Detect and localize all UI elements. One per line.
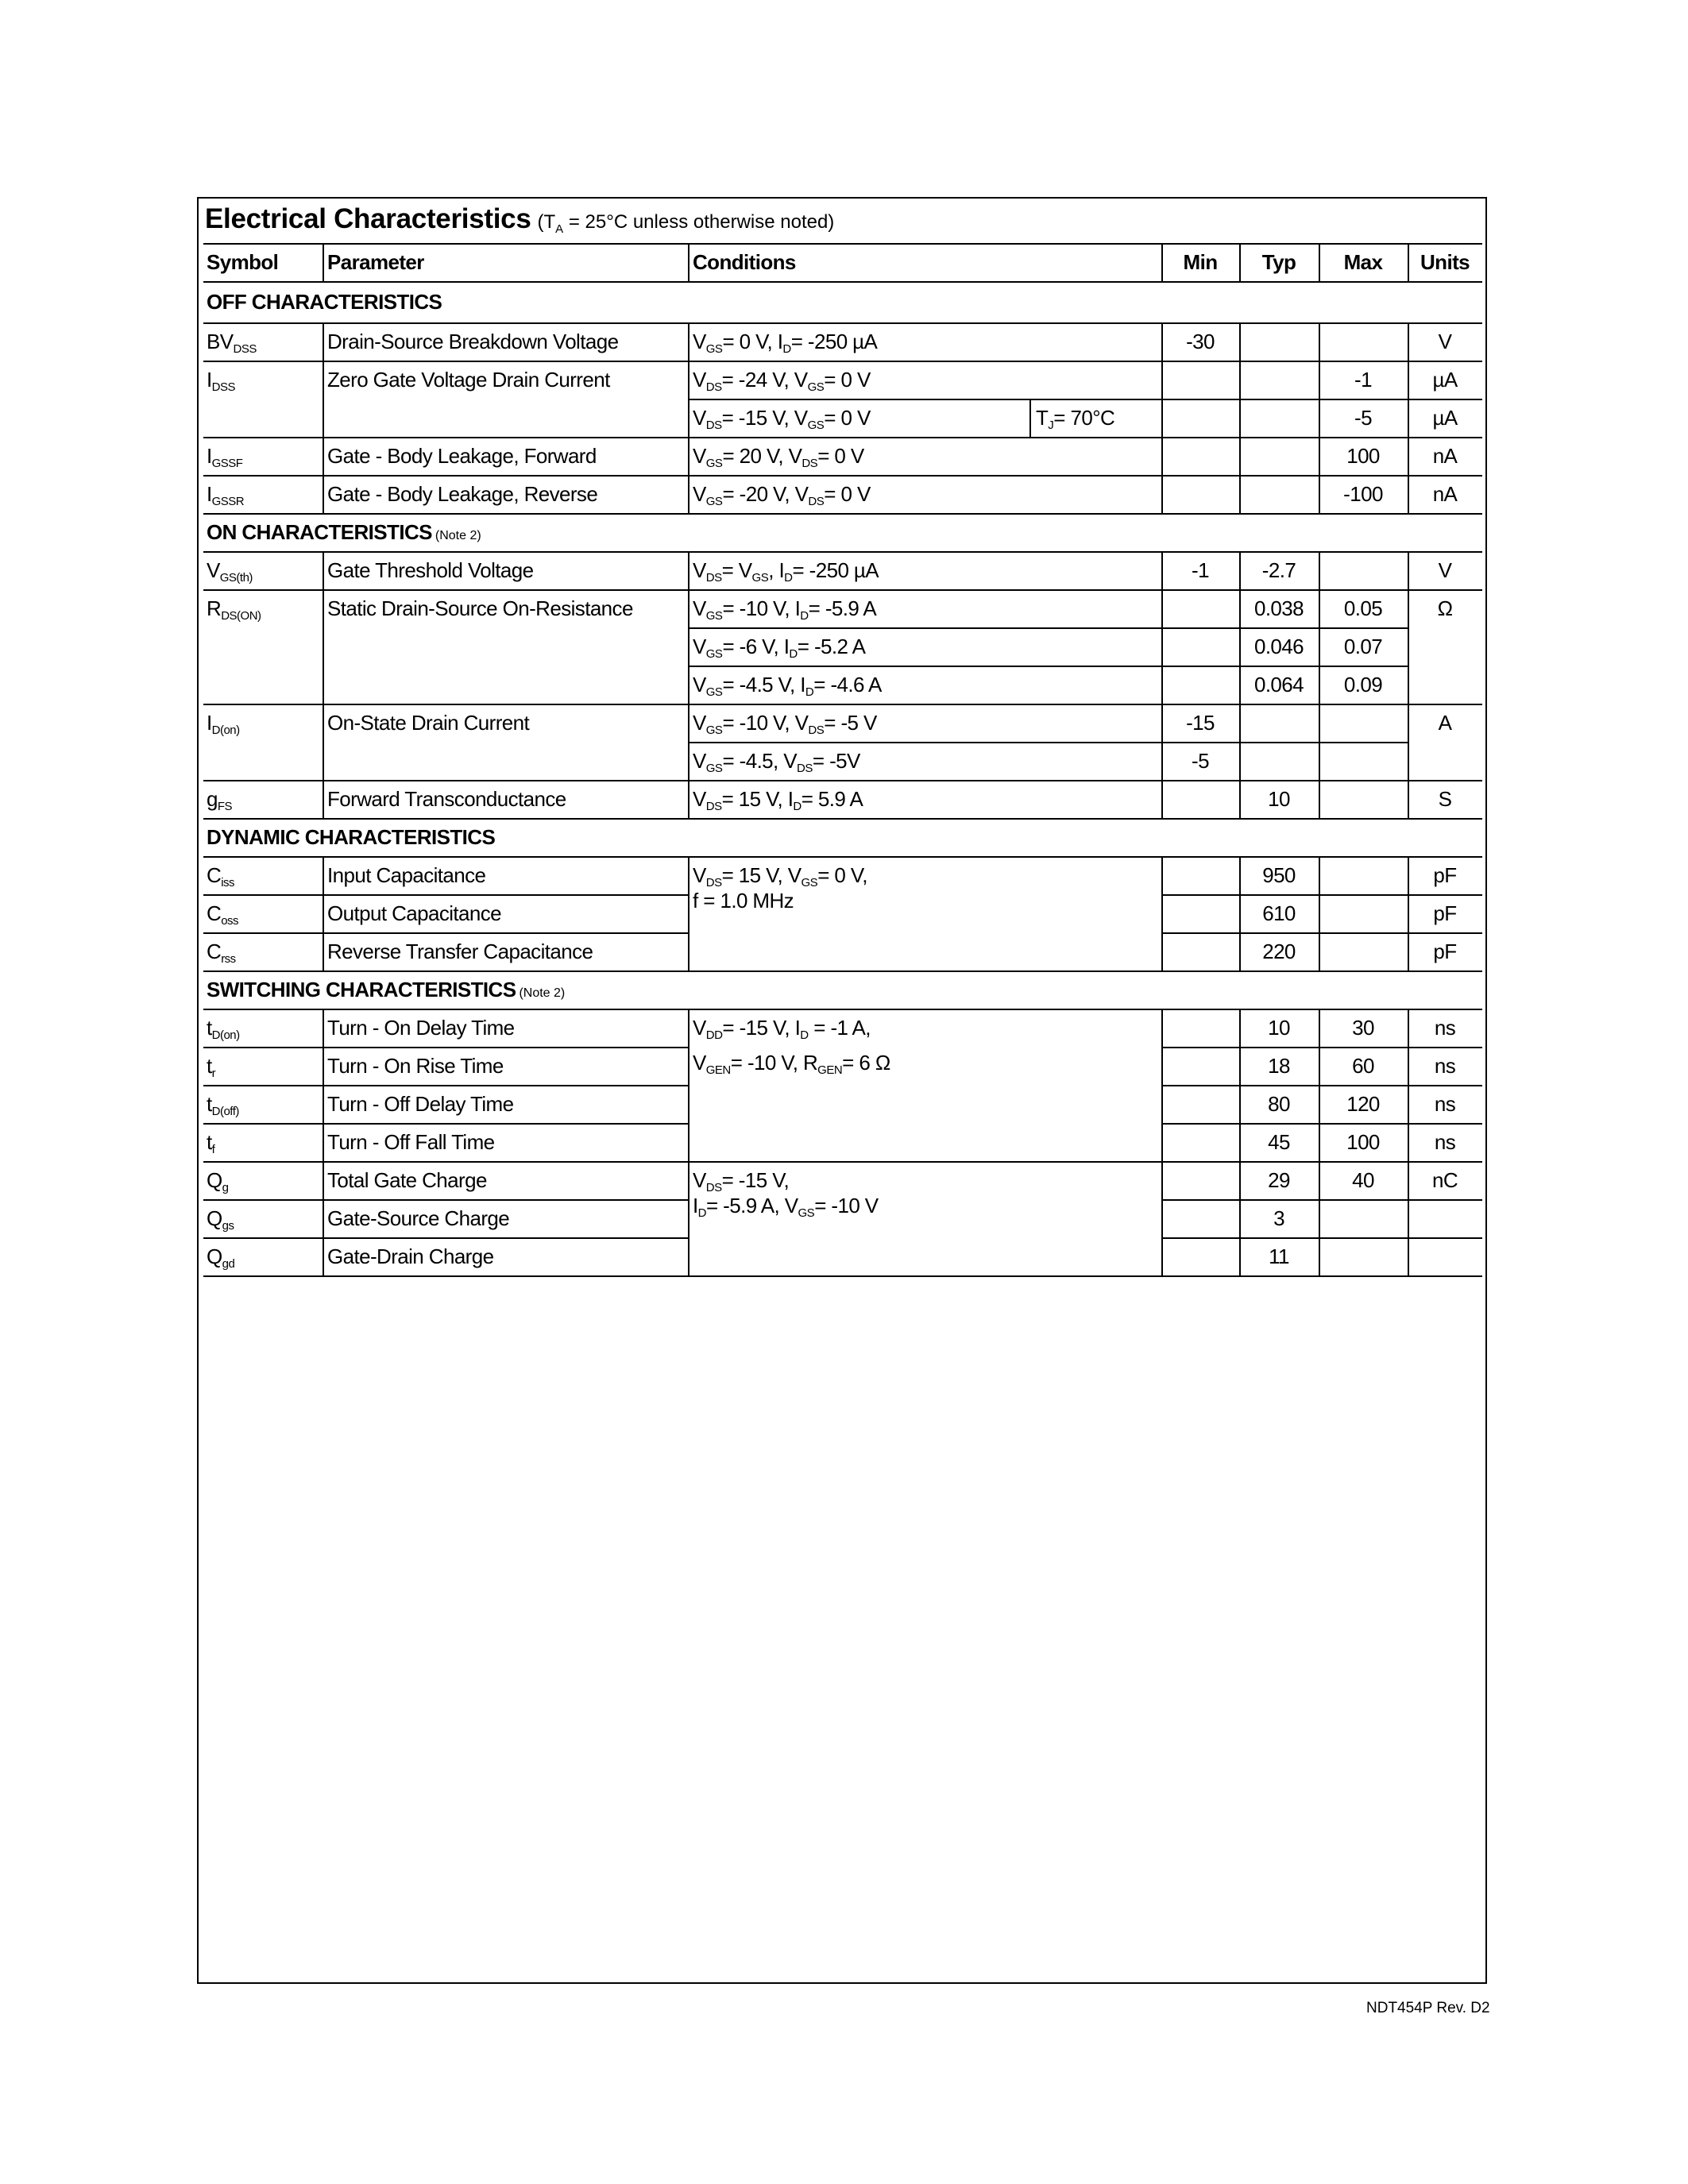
units-qg: nC xyxy=(1431,1168,1458,1192)
condition-igssf: $V_{GS}= 20$ V, $V_{DS}= 0$ V xyxy=(693,444,864,470)
table-column-rule xyxy=(1319,551,1320,818)
units-idss2: µA xyxy=(1432,406,1458,430)
table-rule xyxy=(203,1199,688,1201)
typ-vgsth: -2.7 xyxy=(1261,558,1296,582)
condition-frequency: f = 1.0 MHz xyxy=(693,889,794,913)
units-gfs: S xyxy=(1438,787,1452,811)
title-note: ($T_A = 25^\circ C$ unless otherwise noted) xyxy=(537,211,835,236)
table-rule xyxy=(688,627,1408,629)
typ-qg: 29 xyxy=(1268,1168,1290,1192)
min-idon2: -5 xyxy=(1192,749,1209,773)
condition-rds2: $V_{GS}= -6$ V, $I_D= -5.2$ A xyxy=(693,635,866,661)
symbol-tdoff: $t_{D(off)}$ xyxy=(207,1092,239,1118)
table-column-rule xyxy=(1408,551,1409,818)
table-title xyxy=(205,203,834,243)
table-column-rule xyxy=(323,322,324,513)
condition-igssr: $V_{GS}= -20$ V, $V_{DS}= 0$ V xyxy=(693,482,871,508)
typ-qgd: 11 xyxy=(1269,1244,1289,1268)
table-rule xyxy=(203,243,1482,245)
table-rule xyxy=(203,1009,1482,1010)
table-rule xyxy=(203,894,688,896)
typ-ciss: 950 xyxy=(1262,863,1296,887)
table-rule xyxy=(203,1275,1482,1277)
parameter-tr: Turn - On Rise Time xyxy=(327,1054,504,1078)
table-column-rule xyxy=(1319,856,1320,970)
title-main: Electrical Characteristics xyxy=(205,203,531,234)
table-rule xyxy=(203,281,1482,283)
table-rule xyxy=(688,742,1408,743)
typ-tdoff: 80 xyxy=(1268,1092,1290,1116)
table-column-rule xyxy=(323,856,324,970)
table-rule xyxy=(203,1047,688,1048)
table-column-rule xyxy=(1161,856,1163,970)
condition-charge-id: $I_D= -5.9$ A, $V_{GS}= -10$ V xyxy=(693,1194,879,1220)
table-column-rule xyxy=(323,551,324,818)
table-column-rule xyxy=(1161,1009,1163,1275)
table-rule xyxy=(203,818,1482,820)
table-column-rule xyxy=(688,1009,689,1275)
table-column-rule xyxy=(1161,322,1163,513)
units-idon1: A xyxy=(1438,711,1452,735)
parameter-igssf: Gate - Body Leakage, Forward xyxy=(327,444,597,468)
table-rule xyxy=(1161,1199,1482,1201)
parameter-bvdss: Drain-Source Breakdown Voltage xyxy=(327,330,619,353)
parameter-coss: Output Capacitance xyxy=(327,901,502,925)
max-tdoff: 120 xyxy=(1346,1092,1380,1116)
condition-rds3: $V_{GS}= -4.5$ V, $I_D= -4.6$ A xyxy=(693,673,882,699)
typ-tdon: 10 xyxy=(1268,1016,1290,1040)
symbol-tr: $t_r$ xyxy=(207,1054,216,1080)
parameter-tdon: Turn - On Delay Time xyxy=(327,1016,515,1040)
table-rule xyxy=(203,551,1482,553)
units-vgsth: V xyxy=(1438,558,1452,582)
symbol-igssf: $I_{GSSF}$ xyxy=(207,444,243,470)
condition-gfs: $V_{DS}= 15$ V, $I_D= 5.9$ A xyxy=(693,787,863,813)
table-column-rule xyxy=(1161,551,1163,818)
units-rds1: Ω xyxy=(1437,596,1453,620)
symbol-vgsth: $V_{GS(th)}$ xyxy=(207,558,253,585)
max-rds3: 0.09 xyxy=(1343,673,1383,696)
max-qg: 40 xyxy=(1352,1168,1374,1192)
typ-rds3: 0.064 xyxy=(1253,673,1304,696)
table-rule xyxy=(203,589,1482,591)
parameter-crss: Reverse Transfer Capacitance xyxy=(327,940,593,963)
symbol-qgd: $Q_{gd}$ xyxy=(207,1244,235,1271)
units-tf: ns xyxy=(1434,1130,1456,1154)
table-rule xyxy=(1161,1047,1482,1048)
symbol-ciss: $C_{iss}$ xyxy=(207,863,235,889)
min-idon1: -15 xyxy=(1186,711,1215,735)
table-rule xyxy=(1161,1237,1482,1239)
table-column-rule xyxy=(1319,322,1320,513)
parameter-tdoff: Turn - Off Delay Time xyxy=(327,1092,514,1116)
condition-idss2: $V_{DS}= -15$ V, $V_{GS}= 0$ V xyxy=(693,406,871,432)
symbol-tdon: $t_{D(on)}$ xyxy=(207,1016,240,1042)
max-igssr: -100 xyxy=(1343,482,1383,506)
table-rule xyxy=(1161,1085,1482,1086)
condition-idon1: $V_{GS}= -10$ V, $V_{DS}= -5$ V xyxy=(693,711,877,737)
table-rule xyxy=(203,361,1482,362)
symbol-qgs: $Q_{gs}$ xyxy=(207,1206,234,1233)
symbol-tf: $t_f$ xyxy=(207,1130,215,1156)
parameter-igssr: Gate - Body Leakage, Reverse xyxy=(327,482,598,506)
symbol-igssr: $I_{GSSR}$ xyxy=(207,482,245,508)
parameter-gfs: Forward Transconductance xyxy=(327,787,566,811)
footer-revision: NDT454P Rev. D2 xyxy=(1366,2000,1490,2016)
condition-switching-supply: $V_{DD}= -15$ V, $I_D = -1$ A, xyxy=(693,1016,871,1042)
units-bvdss: V xyxy=(1438,330,1452,353)
table-rule xyxy=(203,856,1482,858)
table-rule xyxy=(203,322,1482,324)
table-column-rule xyxy=(1319,1009,1320,1275)
units-coss: pF xyxy=(1433,901,1457,925)
table-rule xyxy=(203,780,1482,781)
parameter-rds1: Static Drain-Source On-Resistance xyxy=(327,596,633,620)
condition-switching-gen: $V_{GEN}= -10$ V, $R_{GEN}= 6$ Ω xyxy=(693,1051,890,1077)
table-column-rule xyxy=(1239,243,1241,281)
table-rule xyxy=(203,704,1482,705)
symbol-coss: $C_{oss}$ xyxy=(207,901,239,928)
max-tdon: 30 xyxy=(1352,1016,1374,1040)
table-column-rule xyxy=(1239,551,1241,818)
table-column-rule xyxy=(688,322,689,513)
units-ciss: pF xyxy=(1433,863,1457,887)
table-column-rule xyxy=(688,551,689,818)
typ-gfs: 10 xyxy=(1268,787,1290,811)
min-vgsth: -1 xyxy=(1192,558,1209,582)
typ-tf: 45 xyxy=(1268,1130,1290,1154)
table-column-rule xyxy=(1239,856,1241,970)
symbol-crss: $C_{rss}$ xyxy=(207,940,236,966)
condition-bvdss: $V_{GS}= 0$ V, $I_D= -250$ µA xyxy=(693,330,878,356)
column-header-units: Units xyxy=(1420,250,1470,274)
table-rule xyxy=(203,437,1482,438)
table-rule xyxy=(203,932,688,934)
units-igssf: nA xyxy=(1432,444,1458,468)
max-igssf: 100 xyxy=(1346,444,1380,468)
condition-idss1: $V_{DS}= -24$ V, $V_{GS}= 0$ V xyxy=(693,368,871,394)
max-rds1: 0.05 xyxy=(1343,596,1383,620)
symbol-idon1: $I_{D(on)}$ xyxy=(207,711,240,737)
table-column-rule xyxy=(1408,322,1409,513)
parameter-qgd: Gate-Drain Charge xyxy=(327,1244,494,1268)
condition-vgsth: $V_{DS}= V_{GS}$, $I_D= -250$ µA xyxy=(693,558,879,585)
units-tdon: ns xyxy=(1434,1016,1456,1040)
symbol-idss1: $I_{DSS}$ xyxy=(207,368,235,394)
table-column-rule xyxy=(1239,1009,1241,1275)
parameter-qg: Total Gate Charge xyxy=(327,1168,487,1192)
column-header-max: Max xyxy=(1343,250,1383,274)
section-header-switching: SWITCHING CHARACTERISTICS (Note 2) xyxy=(207,978,566,1001)
table-rule xyxy=(203,513,1482,515)
units-idss1: µA xyxy=(1432,368,1458,392)
condition-charge-vds: $V_{DS}= -15$ V, xyxy=(693,1168,790,1194)
symbol-qg: $Q_g$ xyxy=(207,1168,229,1194)
max-tr: 60 xyxy=(1352,1054,1374,1078)
section-header-off: OFF CHARACTERISTICS xyxy=(207,290,442,314)
typ-crss: 220 xyxy=(1262,940,1296,963)
column-header-min: Min xyxy=(1183,250,1218,274)
table-column-rule xyxy=(323,243,324,281)
parameter-ciss: Input Capacitance xyxy=(327,863,486,887)
section-header-dynamic: DYNAMIC CHARACTERISTICS xyxy=(207,825,496,849)
units-crss: pF xyxy=(1433,940,1457,963)
max-tf: 100 xyxy=(1346,1130,1380,1154)
units-igssr: nA xyxy=(1432,482,1458,506)
typ-qgs: 3 xyxy=(1273,1206,1284,1230)
parameter-idss1: Zero Gate Voltage Drain Current xyxy=(327,368,610,392)
table-column-rule xyxy=(1319,243,1320,281)
symbol-gfs: $g_{FS}$ xyxy=(207,787,233,813)
min-bvdss: -30 xyxy=(1186,330,1215,353)
column-header-symbol: Symbol xyxy=(207,250,279,274)
typ-rds2: 0.046 xyxy=(1253,635,1304,658)
condition-tj-idss2: $T_J= 70^\circ C$ xyxy=(1036,406,1115,432)
parameter-qgs: Gate-Source Charge xyxy=(327,1206,510,1230)
parameter-vgsth: Gate Threshold Voltage xyxy=(327,558,534,582)
table-rule xyxy=(203,1237,688,1239)
typ-tr: 18 xyxy=(1268,1054,1290,1078)
table-column-rule xyxy=(1408,243,1409,281)
typ-coss: 610 xyxy=(1262,901,1296,925)
column-header-parameter: Parameter xyxy=(327,250,424,274)
table-rule xyxy=(688,666,1408,667)
table-column-rule xyxy=(323,1009,324,1275)
parameter-idon1: On-State Drain Current xyxy=(327,711,530,735)
table-column-rule xyxy=(1161,243,1163,281)
table-rule xyxy=(203,1085,688,1086)
table-rule xyxy=(1161,932,1482,934)
condition-idon2: $V_{GS}= -4.5$, $V_{DS}= -5V$ xyxy=(693,749,860,775)
column-header-typ: Typ xyxy=(1261,250,1296,274)
condition-capacitance: $V_{DS}= 15$ V, $V_{GS}= 0$ V, xyxy=(693,863,867,889)
table-column-rule xyxy=(1029,399,1031,437)
table-column-rule xyxy=(688,856,689,970)
column-header-conditions: Conditions xyxy=(693,250,796,274)
symbol-bvdss: $BV_{DSS}$ xyxy=(207,330,257,356)
table-rule xyxy=(203,970,1482,972)
max-idss2: -5 xyxy=(1354,406,1372,430)
characteristics-table xyxy=(203,243,1482,1334)
table-rule xyxy=(203,1161,1482,1163)
parameter-tf: Turn - Off Fall Time xyxy=(327,1130,495,1154)
max-idss1: -1 xyxy=(1354,368,1372,392)
table-rule xyxy=(203,475,1482,477)
max-rds2: 0.07 xyxy=(1343,635,1383,658)
table-rule xyxy=(1161,894,1482,896)
datasheet-frame xyxy=(197,197,1487,1984)
table-rule xyxy=(203,1123,688,1125)
section-header-on: ON CHARACTERISTICS (Note 2) xyxy=(207,520,481,544)
table-column-rule xyxy=(1239,322,1241,513)
table-column-rule xyxy=(688,243,689,281)
condition-rds1: $V_{GS}= -10$ V, $I_D= -5.9$ A xyxy=(693,596,877,623)
table-rule xyxy=(1161,1123,1482,1125)
table-rule xyxy=(688,399,1482,400)
units-tdoff: ns xyxy=(1434,1092,1456,1116)
typ-rds1: 0.038 xyxy=(1253,596,1304,620)
table-column-rule xyxy=(1408,856,1409,970)
symbol-rds1: $R_{DS(ON)}$ xyxy=(207,596,261,623)
units-tr: ns xyxy=(1434,1054,1456,1078)
table-column-rule xyxy=(1408,1009,1409,1275)
